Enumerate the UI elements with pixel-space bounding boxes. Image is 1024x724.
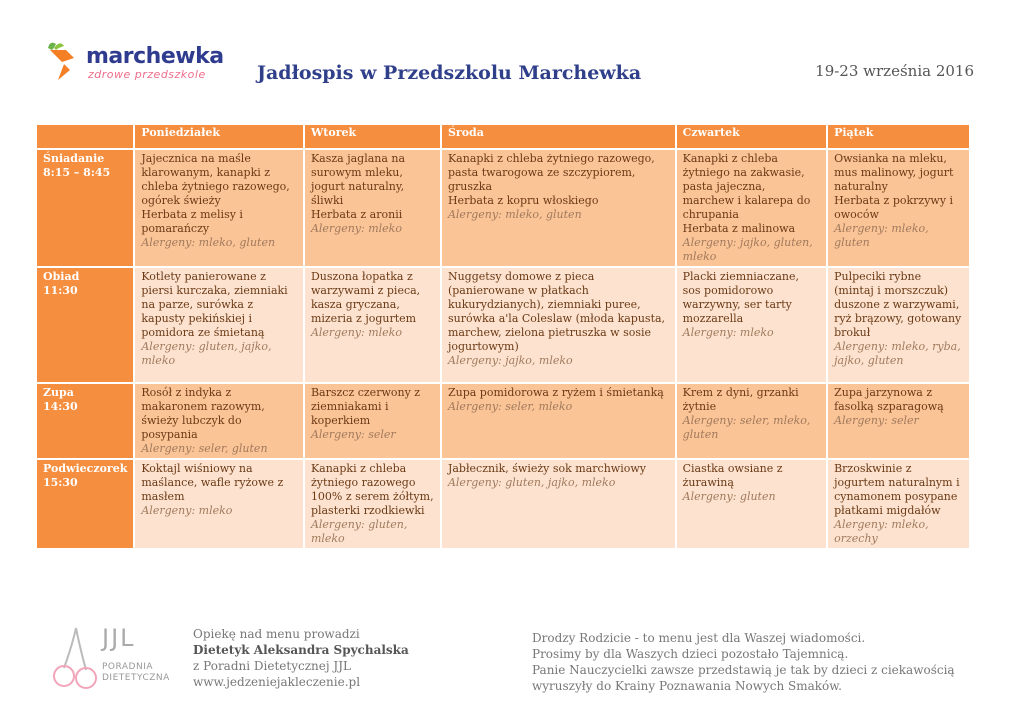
dish-text: Rosół z indyka z makaronem razowym, świeży lubczyk do posypania: [141, 386, 265, 441]
menu-cell: [677, 382, 826, 458]
day-header: Środa: [442, 125, 675, 148]
menu-cell: [135, 382, 303, 458]
meal-label: [37, 148, 133, 266]
note-line: wyruszyły do Krainy Poznawania Nowych Smaków.: [532, 679, 842, 693]
menu-cell: [828, 458, 969, 548]
allergens-text: Alergeny: mleko, ryba, jajko, gluten: [834, 340, 961, 367]
dish-text: Kanapki z chleba żytniego razowego, pasta twarogowa ze szczypiorem, gruszka Herbata z kopru włoskiego: [447, 152, 655, 207]
meal-name: Śniadanie: [43, 152, 105, 165]
dish-text: Zupa pomidorowa z ryżem i śmietanką: [447, 386, 664, 399]
menu-cell: [305, 458, 440, 548]
jjl-sub-line: DIETETYCZNA: [102, 673, 170, 683]
meal-time: 8:15 – 8:45: [43, 166, 111, 179]
meal-time: 14:30: [43, 400, 78, 413]
meal-label: [37, 266, 133, 382]
allergens-text: Alergeny: mleko: [682, 326, 774, 339]
website-link[interactable]: www.jedzeniejakleczenie.pl: [193, 675, 361, 689]
menu-cell: [677, 148, 826, 266]
allergens-text: Alergeny: mleko: [310, 222, 402, 235]
allergens-text: Alergeny: seler, mleko: [447, 400, 573, 413]
care-line: z Poradni Dietetycznej JJL: [193, 659, 351, 673]
allergens-text: Alergeny: mleko, orzechy: [834, 518, 929, 545]
meal-row: [37, 382, 969, 458]
care-line: Opiekę nad menu prowadzi: [193, 627, 360, 641]
meal-row: [37, 458, 969, 548]
allergens-text: Alergeny: gluten, mleko: [310, 518, 408, 545]
menu-cell: [135, 148, 303, 266]
logo-tagline: zdrowe przedszkole: [88, 68, 206, 81]
meal-time: 15:30: [43, 476, 78, 489]
allergens-text: Alergeny: jajko, mleko: [447, 354, 573, 367]
menu-cell: [442, 148, 675, 266]
meal-time: 11:30: [43, 284, 78, 297]
meal-name: Podwieczorek: [43, 462, 128, 475]
days-header-row: [37, 125, 969, 148]
parents-note: [532, 630, 955, 694]
jjl-sub-line: PORADNIA: [102, 662, 154, 672]
note-line: Panie Nauczycielki zawsze przedstawią je tak by dzieci z ciekawością: [532, 663, 955, 677]
menu-dates: 19-23 września 2016: [815, 62, 974, 80]
dietitian-name: Dietetyk Aleksandra Spychalska: [193, 643, 409, 657]
jjl-logo-text: JJL: [102, 624, 136, 652]
dish-text: Kotlety panierowane z piersi kurczaka, ziemniaki na parze, surówka z kapusty pekińskiej i pomidora ze śmietaną: [141, 270, 288, 339]
menu-cell: [828, 266, 969, 382]
day-header: Wtorek: [305, 125, 440, 148]
meal-name: Obiad: [43, 270, 80, 283]
dish-text: Barszcz czerwony z ziemniakami i koperkiem: [310, 386, 421, 427]
allergens-text: Alergeny: seler, gluten: [141, 442, 268, 455]
allergens-text: Alergeny: gluten, jajko, mleko: [141, 340, 272, 367]
menu-cell: [828, 382, 969, 458]
dish-text: Jabłecznik, świeży sok marchwiowy: [447, 462, 646, 475]
cherries-icon: [52, 626, 100, 690]
menu-cell: [677, 266, 826, 382]
menu-cell: [442, 382, 675, 458]
allergens-text: Alergeny: mleko: [141, 504, 233, 517]
dish-text: Ciastka owsiane z żurawiną: [682, 462, 783, 489]
meal-label: [37, 458, 133, 548]
allergens-text: Alergeny: mleko, gluten: [141, 236, 276, 249]
logo-brand: marchewka: [86, 44, 224, 69]
dish-text: Koktajl wiśniowy na maślance, wafle ryżowe z masłem: [141, 462, 284, 503]
allergens-text: Alergeny: seler: [310, 428, 396, 441]
dish-text: Jajecznica na maśle klarowanym, kanapki z chleba żytniego razowego, ogórek świeży Herbata z melisy i pomarańczy: [141, 152, 290, 235]
meal-row: [37, 266, 969, 382]
day-header: Poniedziałek: [135, 125, 303, 148]
menu-cell: [442, 266, 675, 382]
allergens-text: Alergeny: mleko: [310, 326, 402, 339]
menu-cell: [305, 382, 440, 458]
dish-text: Pulpeciki rybne (mintaj i morszczuk) duszone z warzywami, ryż brązowy, gotowany brokuł: [834, 270, 962, 339]
menu-cell: [305, 148, 440, 266]
meal-name: Zupa: [43, 386, 74, 399]
allergens-text: Alergeny: gluten: [682, 490, 776, 503]
menu-cell: [305, 266, 440, 382]
dish-text: Owsianka na mleku, mus malinowy, jogurt naturalny Herbata z pokrzywy i owoców: [834, 152, 954, 221]
dish-text: Kanapki z chleba żytniego na zakwasie, pasta jajeczna, marchew i kalarepa do chrupania Herbata z malinowa: [682, 152, 811, 235]
allergens-text: Alergeny: jajko, gluten, mleko: [682, 236, 813, 263]
menu-cell: [442, 458, 675, 548]
menu-cell: [135, 458, 303, 548]
page-title: Jadłospis w Przedszkolu Marchewka: [257, 62, 642, 84]
dish-text: Brzoskwinie z jogurtem naturalnym i cynamonem posypane płatkami migdałów: [834, 462, 960, 517]
day-header: Czwartek: [677, 125, 826, 148]
menu-cell: [135, 266, 303, 382]
dish-text: Krem z dyni, grzanki żytnie: [682, 386, 799, 413]
meal-label: [37, 382, 133, 458]
menu-cell: [828, 148, 969, 266]
allergens-text: Alergeny: seler: [834, 414, 919, 427]
dish-text: Nuggetsy domowe z pieca (panierowane w płatkach kukurydzianych), ziemniaki puree, surówka a'la Coleslaw (młoda kapusta, marchew, zielona pietruszka w sosie jogurtowym): [447, 270, 666, 353]
note-line: Prosimy by dla Waszych dzieci pozostało Tajemnicą.: [532, 647, 849, 661]
allergens-text: Alergeny: seler, mleko, gluten: [682, 414, 811, 441]
note-line: Drodzy Rodzicie - to menu jest dla Waszej wiadomości.: [532, 631, 866, 645]
dish-text: Kasza jaglana na surowym mleku, jogurt naturalny, śliwki Herbata z aronii: [310, 152, 406, 221]
allergens-text: Alergeny: mleko, gluten: [447, 208, 582, 221]
meal-row: [37, 148, 969, 266]
allergens-text: Alergeny: mleko, gluten: [834, 222, 929, 249]
jjl-logo-subtitle: [102, 662, 170, 684]
allergens-text: Alergeny: gluten, jajko, mleko: [447, 476, 616, 489]
dietitian-info: [193, 626, 409, 690]
jjl-logo: [52, 626, 182, 696]
menu-cell: [677, 458, 826, 548]
corner-cell: [37, 125, 133, 148]
dish-text: Zupa jarzynowa z fasolką szparagową: [834, 386, 944, 413]
day-header: Piątek: [828, 125, 969, 148]
marchewka-logo: [44, 40, 234, 86]
dish-text: Duszona łopatka z warzywami z pieca, kasza gryczana, mizeria z jogurtem: [310, 270, 421, 325]
carrot-icon: [44, 40, 84, 86]
dish-text: Placki ziemniaczane, sos pomidorowo warzywny, ser tarty mozzarella: [682, 270, 799, 325]
menu-table: [35, 125, 971, 548]
dish-text: Kanapki z chleba żytniego razowego 100% z serem żółtym, plasterki rzodkiewki: [310, 462, 434, 517]
